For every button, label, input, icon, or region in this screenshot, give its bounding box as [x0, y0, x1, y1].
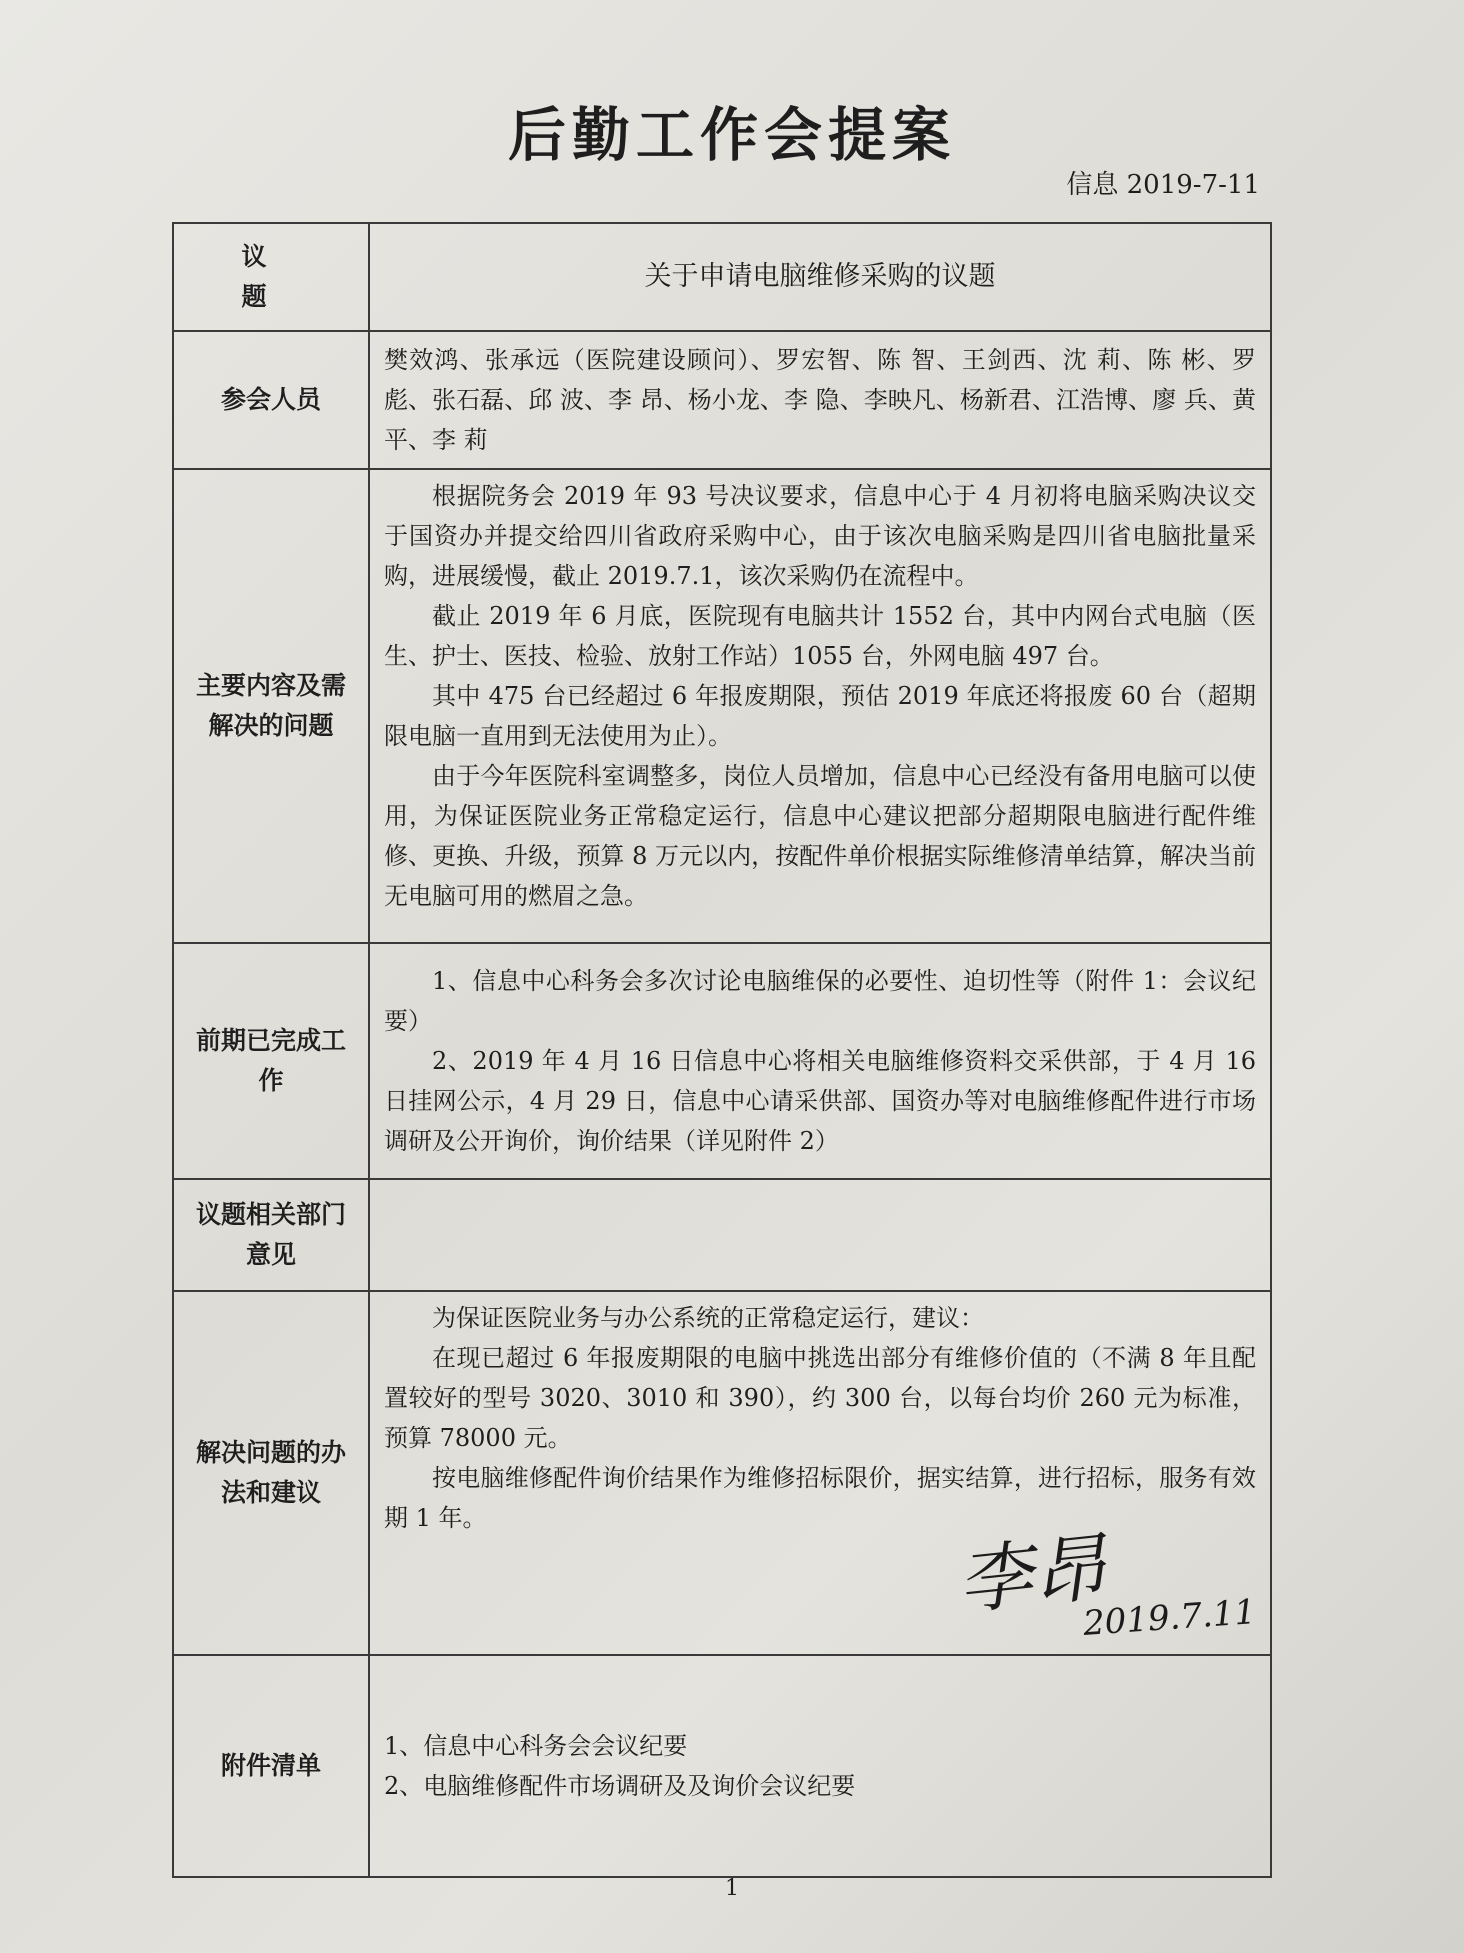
row-completed	[173, 943, 1271, 1179]
signature-area	[384, 1524, 1258, 1648]
row-attendees	[173, 331, 1271, 469]
content-paragraph: 由于今年医院科室调整多，岗位人员增加，信息中心已经没有备用电脑可以使用，为保证医院业务正常稳定运行，信息中心建议把部分超期限电脑进行配件维修、更换、升级，预算 8 万元以内，按配件单价根据实际维修清单结算，解决当前无电脑可用的燃眉之急。	[384, 762, 1256, 910]
solution-paragraph: 按电脑维修配件询价结果作为维修招标限价，据实结算，进行招标，服务有效期 1 年。	[384, 1464, 1256, 1532]
attendees-value: 樊效鸿、张承远（医院建设顾问）、罗宏智、陈 智、王剑西、沈 莉、陈 彬、罗 彪、张石磊、邱 波、李 昂、杨小龙、李 隐、李映凡、杨新君、江浩博、廖 兵、黄 平、李 莉	[369, 331, 1271, 469]
document-dateline: 信息 2019-7-11	[1066, 170, 1260, 200]
label-content: 主要内容及需解决的问题	[173, 469, 369, 943]
opinions-value	[369, 1179, 1271, 1291]
page-number: 1	[725, 1876, 739, 1901]
completed-paragraph: 1、信息中心科务会多次讨论电脑维保的必要性、迫切性等（附件 1：会议纪要）	[384, 967, 1256, 1035]
solution-paragraph: 为保证医院业务与办公系统的正常稳定运行，建议：	[432, 1304, 984, 1332]
label-attachments: 附件清单	[173, 1655, 369, 1877]
solution-cell	[369, 1291, 1271, 1655]
content-paragraph: 截止 2019 年 6 月底，医院现有电脑共计 1552 台，其中内网台式电脑（医生、护士、医技、检验、放射工作站）1055 台，外网电脑 497 台。	[384, 602, 1256, 670]
content-paragraph: 其中 475 台已经超过 6 年报废期限，预估 2019 年底还将报废 60 台（超期限电脑一直用到无法使用为止）。	[384, 682, 1256, 750]
completed-cell	[369, 943, 1271, 1179]
document-title: 后勤工作会提案	[507, 101, 956, 169]
attachment-item: 1、信息中心科务会会议纪要	[384, 1732, 688, 1760]
row-opinions	[173, 1179, 1271, 1291]
attachments-cell	[369, 1655, 1271, 1877]
label-attendees: 参会人员	[173, 331, 369, 469]
handwritten-date: 2019.7.11	[1081, 1592, 1258, 1644]
label-solution: 解决问题的办法和建议	[173, 1291, 369, 1655]
label-opinions: 议题相关部门意见	[173, 1179, 369, 1291]
label-subject	[173, 223, 369, 331]
completed-paragraph: 2、2019 年 4 月 16 日信息中心将相关电脑维修资料交采供部，于 4 月 16 日挂网公示，4 月 29 日，信息中心请采供部、国资办等对电脑维修配件进行市场调研及公开询价，询价结果（详见附件 2）	[384, 1047, 1256, 1155]
solution-paragraph: 在现已超过 6 年报废期限的电脑中挑选出部分有维修价值的（不满 8 年且配置较好的型号 3020、3010 和 390），约 300 台，以每台均价 260 元为标准，预算 78000 元。	[384, 1344, 1256, 1452]
subject-value: 关于申请电脑维修采购的议题	[369, 223, 1271, 331]
handwritten-signature: 李昂	[953, 1524, 1111, 1626]
row-subject	[173, 223, 1271, 331]
label-subject-text: 议 题	[241, 242, 360, 311]
content-cell	[369, 469, 1271, 943]
proposal-table	[172, 222, 1272, 1878]
row-attachments	[173, 1655, 1271, 1877]
label-completed: 前期已完成工作	[173, 943, 369, 1179]
content-paragraph: 根据院务会 2019 年 93 号决议要求，信息中心于 4 月初将电脑采购决议交于国资办并提交给四川省政府采购中心，由于该次电脑采购是四川省电脑批量采购，进展缓慢，截止 2019.7.1，该次采购仍在流程中。	[384, 482, 1256, 590]
attachment-item: 2、电脑维修配件市场调研及及询价会议纪要	[384, 1772, 856, 1800]
row-content	[173, 469, 1271, 943]
row-solution	[173, 1291, 1271, 1655]
